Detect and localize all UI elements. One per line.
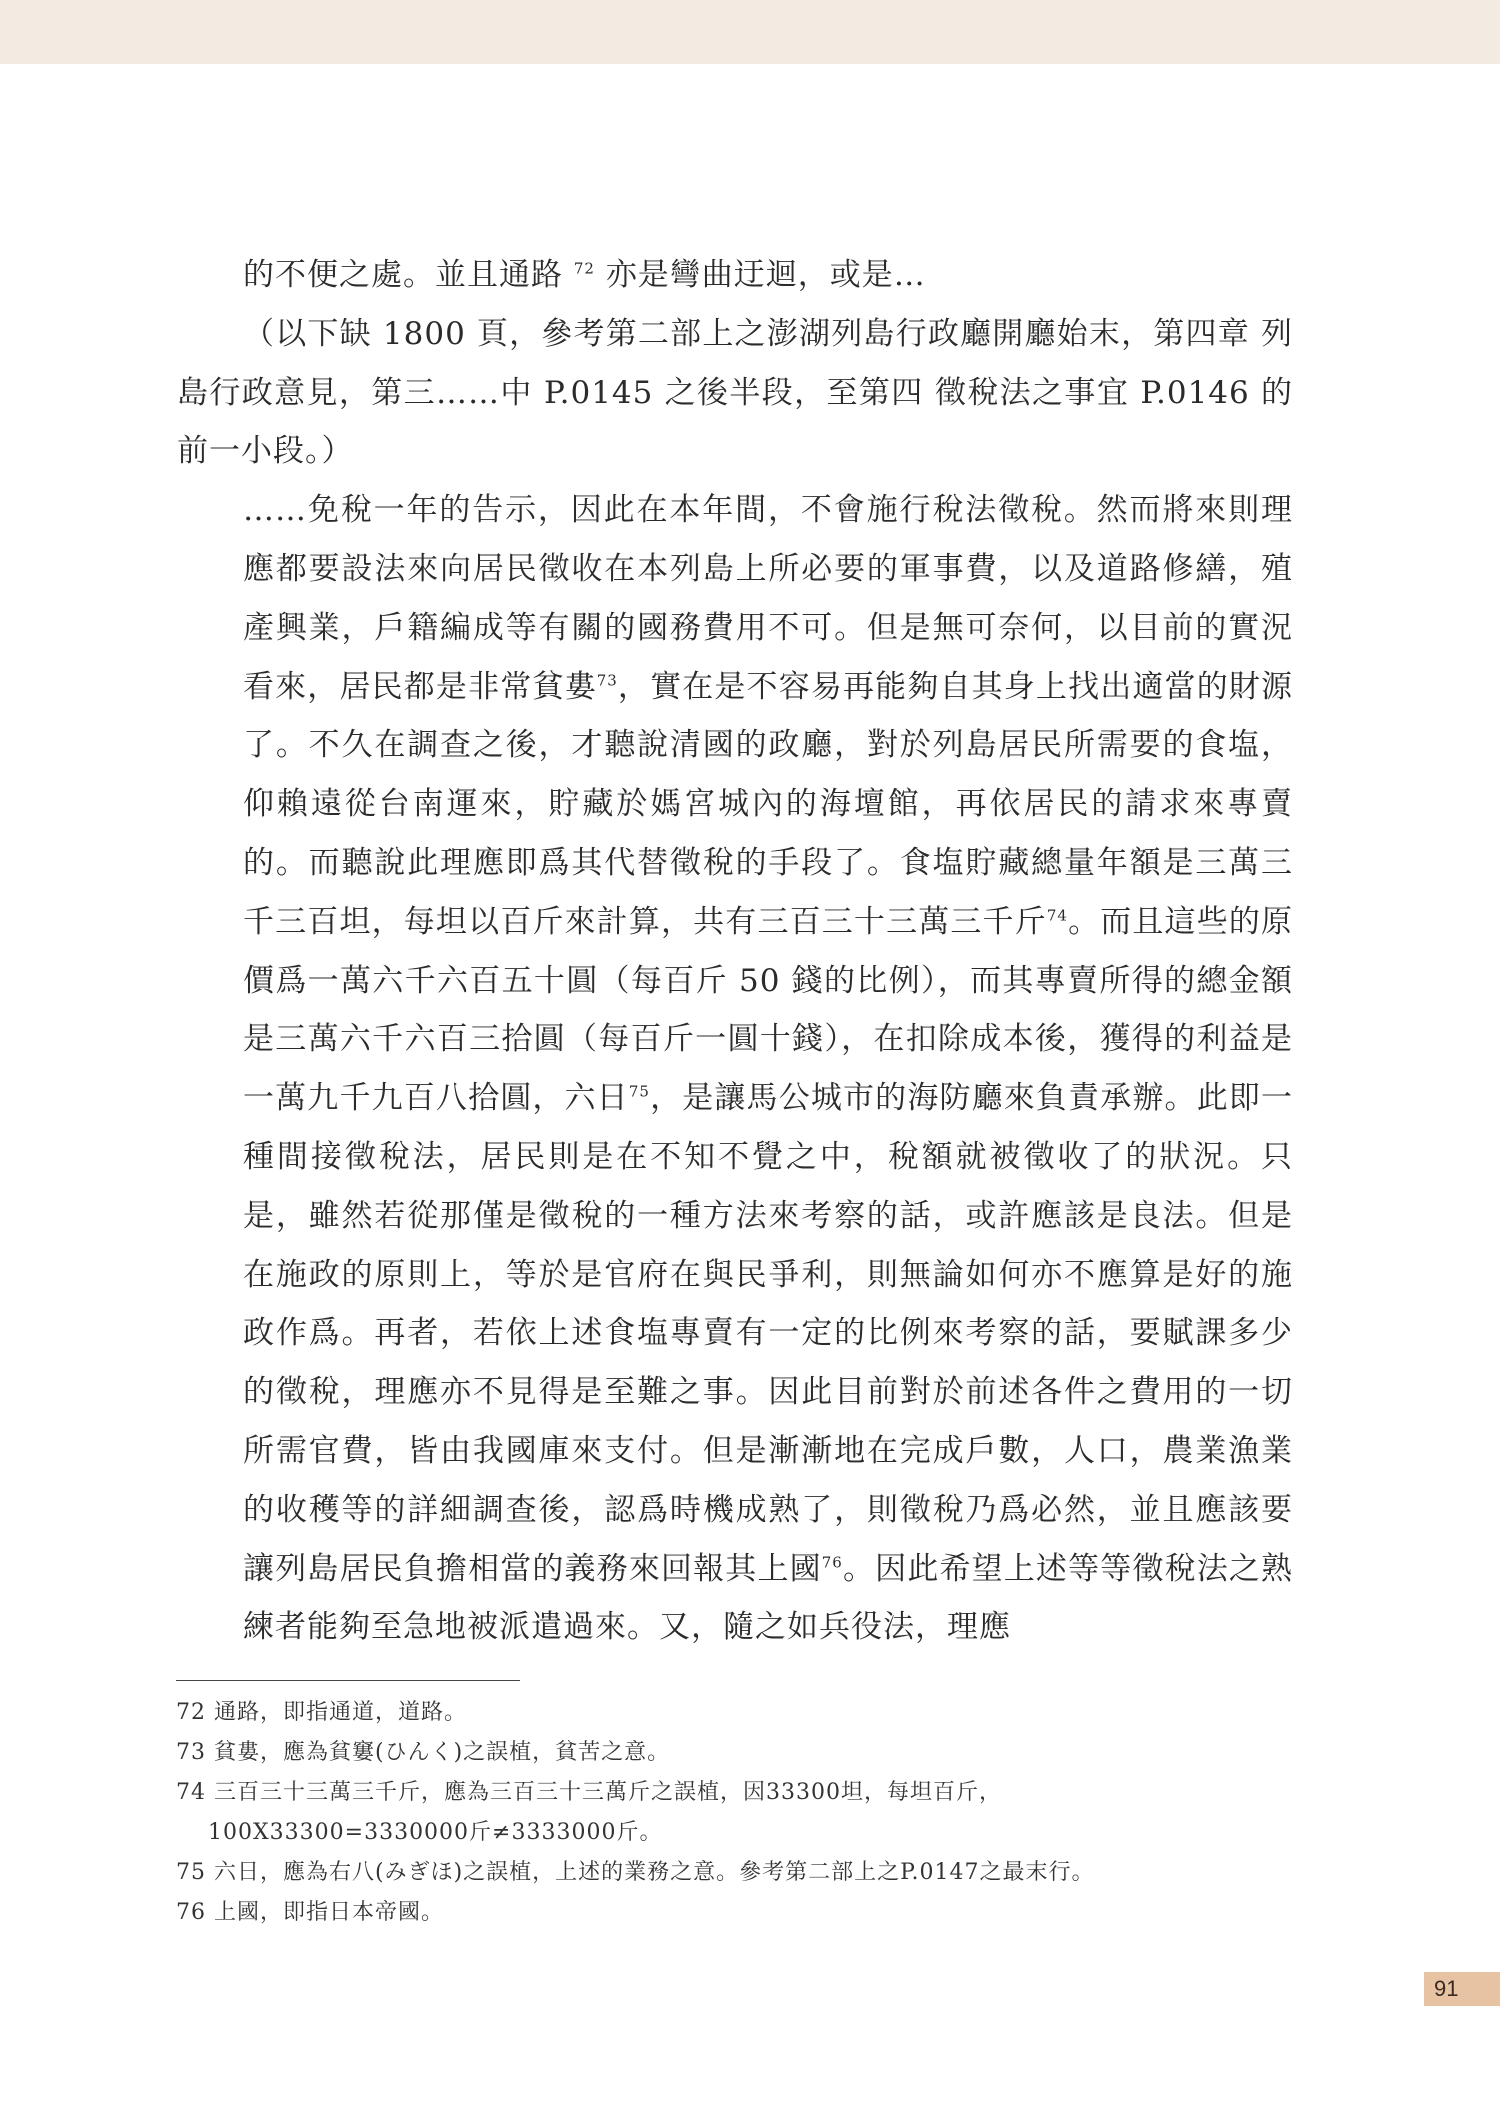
paragraph-text: ，是讓馬公城市的海防廳來負責承辦。此即一種間接徵稅法，居民則是在不知不覺之中，稅額就被徵收了的狀況。只是，雖然若從那僅是徵稅的一種方法來考察的話，或許應該是良法。但是在施政的原則上，等於是官府在與民爭利，則無論如何亦不應算是好的施政作爲。再者，若依上述食塩專賣有一定的比例來考察的話，要賦課多少的徵稅，理應亦不見得是至難之事。因此目前對於前述各件之費用的一切所需官費，皆由我國庫來支付。但是漸漸地在完成戶數，人口，農業漁業的收穫等的詳細調查後，認爲時機成熟了，則徵稅乃爲必然，並且應該要讓列島居民負擔相當的義務來回報其上國 <box>243 1080 1294 1587</box>
paragraph-text: ……免稅一年的告示，因此在本年間，不會施行稅法徵稅。然而將來則理應都要設法來向居民徵收在本列島上所必要的軍事費，以及道路修繕，殖產興業，戶籍編成等有關的國務費用不可。但是無可奈何，以目前的實況看來，居民都是非常貧婁 <box>243 492 1293 705</box>
paragraph-missing-note: （以下缺 1800 頁，參考第二部上之澎湖列島行政廳開廳始末，第四章 列島行政意見，第三……中 P.0145 之後半段，至第四 徵稅法之事宜 P.0146 的前一小段。） <box>177 315 1293 470</box>
footnotes <box>176 1693 1326 1933</box>
paragraph-text: 的不便之處。並且通路 <box>243 257 563 293</box>
footnote-divider <box>176 1680 520 1681</box>
footnote-74: 74 三百三十三萬三千斤，應為三百三十三萬斤之誤植，因33300坦，每坦百斤， <box>176 1780 1002 1805</box>
footnote-76: 76 上國，即指日本帝國。 <box>176 1900 444 1925</box>
paragraph-text: 。而且這些的原價爲一萬六千六百五十圓（每百斤 50 錢的比例），而其專賣所得的總金額是三萬六千六百三拾圓（每百斤一圓十錢），在扣除成本後，獲得的利益是一萬九千九百八拾圓，六日 <box>243 903 1294 1117</box>
paragraph-text: ，實在是不容易再能夠自其身上找出適當的財源了。不久在調查之後，才聽說清國的政廳，對於列島居民所需要的食塩，仰賴遠從台南運來，貯藏於媽宮城內的海壇館，再依居民的請求來專賣的。而聽說此理應即爲其代替徵稅的手段了。食塩貯藏總量年額是三萬三千三百坦，每坦以百斤來計算，共有三百三十三萬三千斤 <box>243 668 1293 940</box>
footnote-ref-76[interactable]: 76 <box>821 1553 843 1572</box>
footnote-ref-75[interactable]: 75 <box>628 1082 650 1101</box>
footnote-ref-73[interactable]: 73 <box>596 671 618 690</box>
footnote-72: 72 通路，即指通道，道路。 <box>176 1700 467 1725</box>
body-text <box>177 246 1294 1657</box>
footnote-ref-74[interactable]: 74 <box>1046 906 1068 925</box>
paragraph-text: 。因此希望上述等等徵稅法之熟練者能夠至急地被派遣過來。又，隨之如兵役法，理應 <box>243 1550 1294 1646</box>
footnote-ref-72[interactable]: 72 <box>573 259 595 278</box>
paragraph-continuation <box>243 246 1293 305</box>
footnote-75: 75 六日，應為右八(みぎほ)之誤植，上述的業務之意。參考第二部上之P.0147之最末行。 <box>176 1860 1095 1885</box>
footnote-73: 73 貧婁，應為貧窶(ひんく)之誤植，貧苦之意。 <box>176 1740 671 1765</box>
paragraph-main <box>243 481 1293 1657</box>
footnote-74-continued: 100X33300=3330000斤≠3333000斤。 <box>208 1820 663 1845</box>
page-top-band <box>0 0 1500 64</box>
page-number: 91 <box>1424 1972 1500 2006</box>
paragraph-text: 亦是彎曲迂迴，或是… <box>605 257 926 293</box>
